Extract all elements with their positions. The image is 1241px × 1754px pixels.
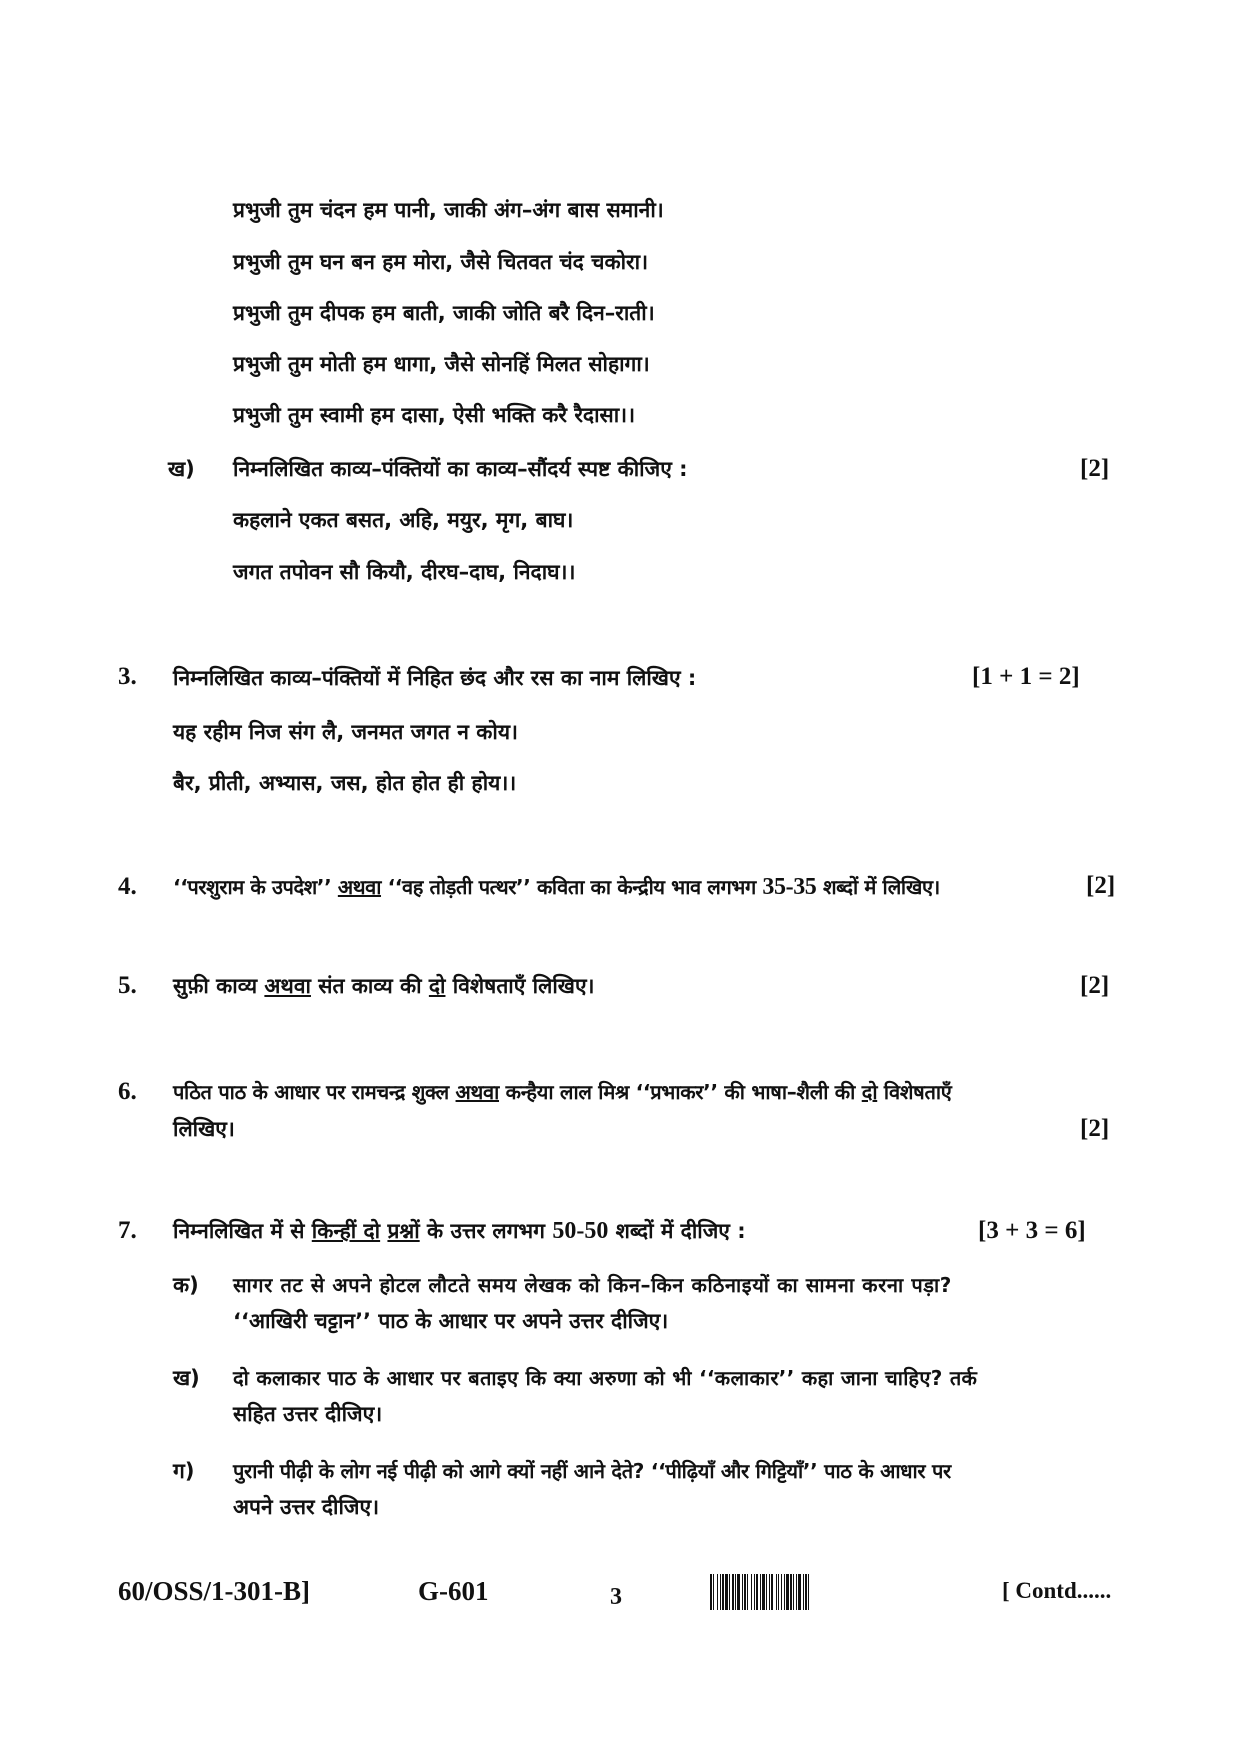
question-text: सुफ़ी काव्य अथवा संत काव्य की दो विशेषताएँ लिखिए। — [173, 974, 595, 998]
or-underlined: अथवा — [337, 875, 382, 899]
page-number: 3 — [610, 1584, 622, 1610]
sub-question-text: सागर तट से अपने होटल लौटते समय लेखक को किन–किन कठिनाइयों का सामना करना पड़ा? — [233, 1273, 952, 1297]
questions-underlined: प्रश्नों — [387, 1219, 420, 1243]
poem-line: यह रहीम निज संग लै, जनमत जगत न कोय। — [173, 720, 518, 744]
poem-line: प्रभुजी तुम स्वामी हम दासा, ऐसी भक्ति करै रैदासा।। — [233, 403, 636, 427]
sub-label: ख) — [173, 1366, 200, 1390]
continued-label: [ Contd...... — [1002, 1578, 1112, 1603]
question-text: ‘‘परशुराम के उपदेश’’ अथवा ‘‘वह तोड़ती पत्थर’’ कविता का केन्द्रीय भाव लगभग 35-35 शब्दों में लिखिए। — [173, 874, 940, 900]
marks: [2] — [1086, 872, 1116, 899]
question-text-line2: लिखिए। — [173, 1117, 235, 1141]
question-text: निम्नलिखित में से किन्हीं दो प्रश्नों के उत्तर लगभग 50-50 शब्दों में दीजिए : — [173, 1218, 746, 1244]
marks: [2] — [1080, 972, 1110, 999]
poem-line: बैर, प्रीती, अभ्यास, जस, होत होत ही होय।। — [173, 771, 517, 795]
poem-line: जगत तपोवन सौ कियौ, दीरघ–दाघ, निदाघ।। — [233, 560, 576, 584]
marks: [3 + 3 = 6] — [978, 1217, 1086, 1244]
two-underlined: दो — [428, 974, 446, 998]
marks: [1 + 1 = 2] — [972, 663, 1080, 690]
word-count: 35-35 — [762, 874, 817, 900]
poem-line: प्रभुजी तुम घन बन हम मोरा, जैसे चितवत चंद चकोरा। — [233, 250, 649, 274]
question-number: 7. — [118, 1217, 137, 1244]
sub-question-text: दो कलाकार पाठ के आधार पर बताइए कि क्या अरुणा को भी ‘‘कलाकार’’ कहा जाना चाहिए? तर्क — [233, 1366, 978, 1390]
question-number: 6. — [118, 1078, 137, 1105]
two-underlined: दो — [861, 1080, 878, 1104]
poem-line: कहलाने एकत बसत, अहि, मयुर, मृग, बाघ। — [233, 508, 574, 532]
sub-question-text: पुरानी पीढ़ी के लोग नई पीढ़ी को आगे क्यों नहीं आने देते? ‘‘पीढ़ियाँ और गिट्टियाँ’’ पाठ के आधार पर — [233, 1459, 951, 1483]
barcode — [710, 1574, 976, 1610]
marks: [2] — [1080, 1115, 1110, 1142]
sub-question-text-line2: सहित उत्तर दीजिए। — [233, 1402, 383, 1426]
question-number: 3. — [118, 663, 137, 690]
sub-label: ख) — [168, 457, 195, 481]
word-count: 50-50 — [552, 1218, 609, 1244]
question-number: 5. — [118, 972, 137, 999]
question-text: निम्नलिखित काव्य–पंक्तियों का काव्य–सौंदर्य स्पष्ट कीजिए : — [233, 457, 688, 481]
question-number: 4. — [118, 873, 137, 900]
any-two-underlined: किन्हीं दो — [311, 1219, 381, 1243]
set-code: G-601 — [418, 1576, 489, 1606]
sub-label: ग) — [173, 1459, 195, 1483]
sub-question-text-line2: ‘‘आखिरी चट्टान’’ पाठ के आधार पर अपने उत्तर दीजिए। — [233, 1309, 669, 1333]
sub-question-text-line2: अपने उत्तर दीजिए। — [233, 1495, 380, 1519]
or-underlined: अथवा — [264, 974, 311, 998]
barcode-bar — [809, 1574, 811, 1610]
marks: [2] — [1080, 455, 1110, 482]
question-text: पठित पाठ के आधार पर रामचन्द्र शुक्ल अथवा कन्हैया लाल मिश्र ‘‘प्रभाकर’’ की भाषा–शैली की दो विशेषताएँ — [173, 1080, 952, 1104]
paper-code: 60/OSS/1-301-B] — [118, 1576, 311, 1606]
question-text: निम्नलिखित काव्य–पंक्तियों में निहित छंद और रस का नाम लिखिए : — [173, 666, 697, 690]
poem-line: प्रभुजी तुम मोती हम धागा, जैसे सोनहिं मिलत सोहागा। — [233, 352, 650, 376]
sub-label: क) — [173, 1273, 199, 1297]
poem-line: प्रभुजी तुम दीपक हम बाती, जाकी जोति बरै दिन–राती। — [233, 301, 655, 325]
or-underlined: अथवा — [455, 1080, 500, 1104]
poem-line: प्रभुजी तुम चंदन हम पानी, जाकी अंग–अंग बास समानी। — [233, 198, 664, 222]
